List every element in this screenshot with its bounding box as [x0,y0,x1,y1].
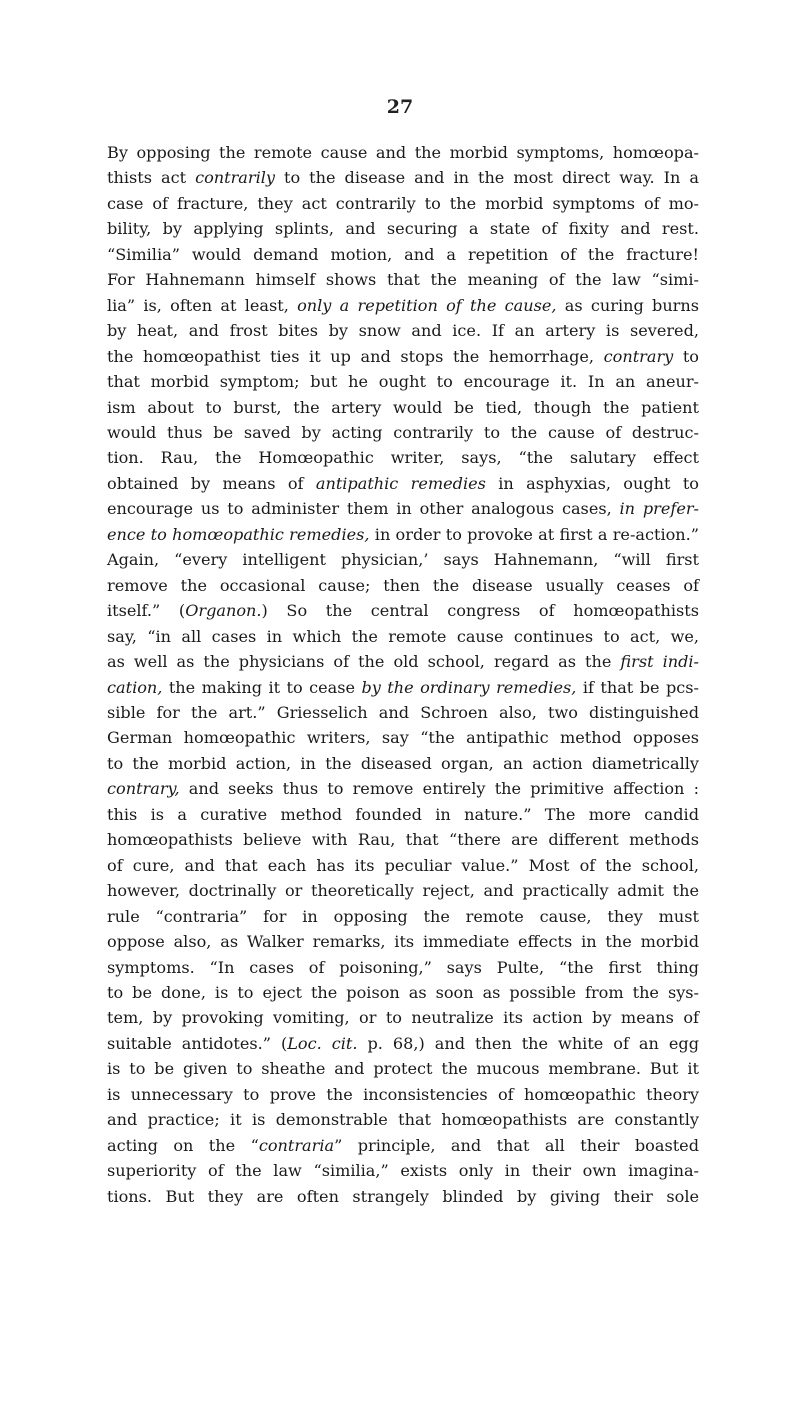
text-segment: to the disease and in the most direct way. In a [274,168,699,188]
italic-text: cation, [107,677,163,697]
text-segment: in asphyxias, ought to [485,473,699,493]
text-line [107,598,699,623]
text-segment: that morbid symptom; but he ought to encourage it. In an aneur- [107,372,699,392]
text-line [107,471,699,496]
text-segment: bility, by applying splints, and securing a state of fixity and rest. [107,219,699,239]
text-line [107,522,699,547]
text-segment: tion. Rau, the Homœopathic writer, says, “the salutary effect [107,448,699,468]
text-line [107,573,699,598]
text-segment: however, doctrinally or theoretically reject, and practically admit the [107,881,699,901]
text-line [107,853,699,878]
text-segment: For Hahnemann himself shows that the meaning of the law “simi- [107,270,699,290]
text-segment: case of fracture, they act contrarily to the morbid symptoms of mo- [107,193,699,213]
page-number: 27 [386,96,414,118]
italic-text: Loc. cit. [287,1033,358,1053]
text-segment: say, “in all cases in which the remote cause continues to act, we, [107,626,699,646]
text-line [107,675,699,700]
text-line [107,420,699,445]
italic-text: Organon. [185,601,262,621]
text-segment: Again, “every intelligent physician,’ says Hahnemann, “will first [107,550,699,570]
text-line [107,1082,699,1107]
text-segment: as curing burns [556,295,699,315]
italic-text: ence to homœopathic remedies, [107,524,370,544]
text-segment: the making it to cease [162,677,362,697]
text-line [107,1005,699,1030]
body-text [107,140,699,1209]
text-line [107,1133,699,1158]
text-segment: the homœopathist ties it up and stops the hemorrhage, [107,346,604,366]
italic-text: contrarily [195,168,275,188]
text-segment: tem, by provoking vomiting, or to neutralize its action by means of [107,1008,699,1028]
text-segment: acting on the “ [107,1135,259,1155]
text-segment: thists act [107,168,196,188]
text-segment: ism about to burst, the artery would be tied, though the patient [107,397,699,417]
text-segment: “Similia” would demand motion, and a repetition of the fracture! [107,244,699,264]
text-line [107,140,699,165]
text-line [107,1107,699,1132]
italic-text: by the ordinary remedies, [361,677,577,697]
text-line [107,1158,699,1183]
text-line [107,725,699,750]
text-segment: of cure, and that each has its peculiar value.” Most of the school, [107,855,699,875]
text-line [107,904,699,929]
text-line [107,1184,699,1209]
italic-text: contrary [603,346,674,366]
text-line [107,547,699,572]
text-segment: suitable antidotes.” ( [107,1033,288,1053]
text-segment: to [673,346,700,366]
text-line [107,242,699,267]
text-segment: ” principle, and that all their boasted [334,1135,699,1155]
text-segment: symptoms. “In cases of poisoning,” says Pulte, “the first thing [107,957,699,977]
text-line [107,344,699,369]
text-segment: By opposing the remote cause and the morbid symptoms, homœopa- [107,143,699,162]
text-line [107,624,699,649]
text-line [107,700,699,725]
text-line [107,1056,699,1081]
text-segment: as well as the physicians of the old school, regard as the [107,652,621,672]
text-segment: in order to provoke at first a re-action.” [369,524,700,544]
text-line [107,649,699,674]
italic-text: only a repetition of the cause, [297,295,557,315]
text-segment: would thus be saved by acting contrarily to the cause of destruc- [107,422,699,442]
text-segment: and practice; it is demonstrable that homœopathists are constantly [107,1110,699,1130]
text-segment: encourage us to administer them in other analogous cases, [107,499,620,519]
text-line [107,395,699,420]
text-segment: ) So the central congress of homœopathists [261,601,699,621]
text-line [107,293,699,318]
text-line [107,318,699,343]
text-segment: homœopathists believe with Rau, that “there are different methods [107,830,699,850]
text-segment: is unnecessary to prove the inconsistencies of homœopathic theory [107,1084,699,1104]
italic-text: first indi- [620,652,699,672]
text-line [107,955,699,980]
text-segment: obtained by means of [107,473,316,493]
text-segment: remove the occasional cause; then the disease usually ceases of [107,575,699,595]
text-line [107,369,699,394]
text-segment: is to be given to sheathe and protect the mucous membrane. But it [107,1059,699,1079]
text-line [107,1031,699,1056]
text-segment: and seeks thus to remove entirely the primitive affection : [179,779,699,799]
text-line [107,216,699,241]
text-segment: oppose also, as Walker remarks, its immediate effects in the morbid [107,932,699,952]
text-line [107,445,699,470]
text-segment: if that be pcs- [576,677,699,697]
text-segment: rule “contraria” for in opposing the remote cause, they must [107,906,699,926]
text-line [107,827,699,852]
text-line [107,776,699,801]
text-line [107,751,699,776]
text-segment: German homœopathic writers, say “the antipathic method opposes [107,728,699,748]
text-line [107,496,699,521]
italic-text: contraria [258,1135,335,1155]
italic-text: antipathic remedies [315,473,486,493]
text-line [107,267,699,292]
italic-text: in prefer- [619,499,699,519]
text-segment: this is a curative method founded in nature.” The more candid [107,804,699,824]
text-line [107,878,699,903]
text-segment: superiority of the law “similia,” exists only in their own imagina- [107,1161,699,1181]
text-line [107,191,699,216]
text-segment: to the morbid action, in the diseased organ, an action diametrically [107,753,699,773]
text-line [107,980,699,1005]
text-segment: by heat, and frost bites by snow and ice. If an artery is severed, [107,321,699,341]
text-line [107,165,699,190]
text-segment: to be done, is to eject the poison as soon as possible from the sys- [107,982,699,1002]
text-segment: itself.” ( [107,601,186,621]
text-segment: tions. But they are often strangely blinded by giving their sole [107,1186,699,1206]
text-line [107,929,699,954]
italic-text: contrary, [107,779,180,799]
text-segment: lia” is, often at least, [107,295,298,315]
text-line [107,802,699,827]
text-segment: p. 68,) and then the white of an egg [357,1033,700,1053]
text-segment: sible for the art.” Griesselich and Schroen also, two distinguished [107,702,699,722]
